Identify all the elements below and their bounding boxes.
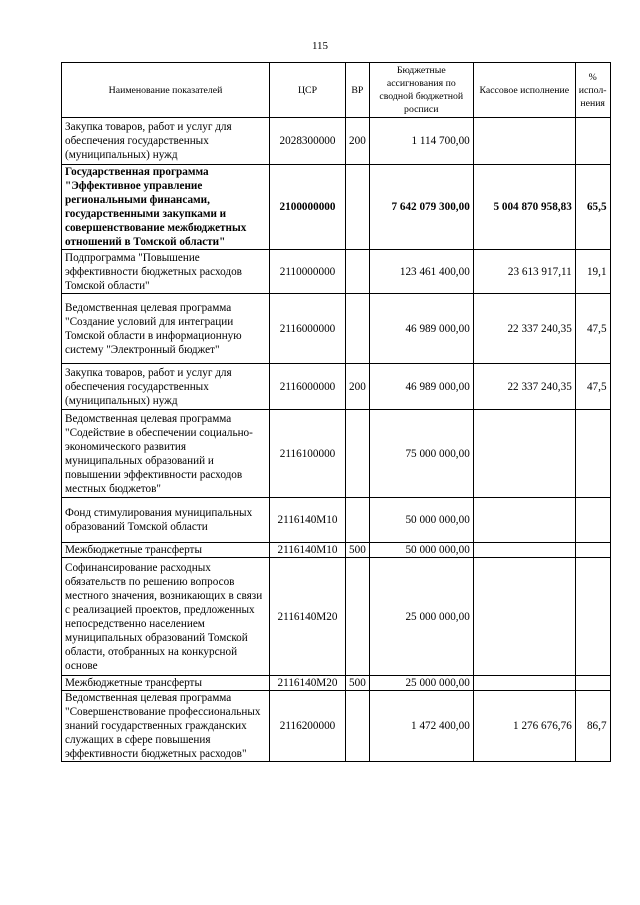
header-row <box>62 63 611 118</box>
row-cash: 22 337 240,35 <box>473 294 575 364</box>
row-vr <box>346 294 370 364</box>
row-percent: 65,5 <box>575 165 610 250</box>
row-vr: 500 <box>346 543 370 558</box>
row-csr: 2110000000 <box>270 250 346 294</box>
header-percent: % испол-нения <box>575 63 610 118</box>
header-csr: ЦСР <box>270 63 346 118</box>
row-vr <box>346 691 370 762</box>
table-row <box>62 676 611 691</box>
row-csr: 2116000000 <box>270 364 346 410</box>
row-name: Государственная программа "Эффективное управление региональными финансами, государственными закупками и совершенствование межбюджетных отношений в Томской области" <box>62 165 270 250</box>
row-cash <box>473 498 575 543</box>
table-row <box>62 691 611 762</box>
row-name: Подпрограмма "Повышение эффективности бюджетных расходов Томской области" <box>62 250 270 294</box>
row-vr <box>346 410 370 498</box>
row-percent <box>575 118 610 165</box>
row-csr: 2116100000 <box>270 410 346 498</box>
table-row <box>62 364 611 410</box>
row-percent: 19,1 <box>575 250 610 294</box>
row-budget: 1 114 700,00 <box>369 118 473 165</box>
row-name: Закупка товаров, работ и услуг для обеспечения государственных (муниципальных) нужд <box>62 118 270 165</box>
table-row <box>62 498 611 543</box>
row-budget: 75 000 000,00 <box>369 410 473 498</box>
row-budget: 25 000 000,00 <box>369 676 473 691</box>
row-csr: 2116140M20 <box>270 558 346 676</box>
row-name: Фонд стимулирования муниципальных образований Томской области <box>62 498 270 543</box>
header-cash: Кассовое исполнение <box>473 63 575 118</box>
table-row <box>62 558 611 676</box>
row-name: Ведомственная целевая программа "Совершенствование профессиональных знаний государственных гражданских служащих в сфере повышения эффективности бюджетных расходов" <box>62 691 270 762</box>
row-cash <box>473 543 575 558</box>
row-csr: 2116140M20 <box>270 676 346 691</box>
row-cash <box>473 410 575 498</box>
row-budget: 1 472 400,00 <box>369 691 473 762</box>
row-percent: 47,5 <box>575 364 610 410</box>
row-percent: 47,5 <box>575 294 610 364</box>
row-name: Софинансирование расходных обязательств по решению вопросов местного значения, возникающих в связи с реализацией проектов, предложенных непосредственно населением муниципальных образований Томской области, отобранных на конкурсной основе <box>62 558 270 676</box>
row-cash: 23 613 917,11 <box>473 250 575 294</box>
row-csr: 2116200000 <box>270 691 346 762</box>
row-csr: 2028300000 <box>270 118 346 165</box>
budget-execution-table <box>61 62 611 762</box>
row-name: Закупка товаров, работ и услуг для обеспечения государственных (муниципальных) нужд <box>62 364 270 410</box>
row-cash: 22 337 240,35 <box>473 364 575 410</box>
row-name: Межбюджетные трансферты <box>62 676 270 691</box>
row-vr: 500 <box>346 676 370 691</box>
row-csr: 2116140M10 <box>270 543 346 558</box>
row-csr: 2116140M10 <box>270 498 346 543</box>
row-budget: 46 989 000,00 <box>369 364 473 410</box>
row-budget: 123 461 400,00 <box>369 250 473 294</box>
row-name: Ведомственная целевая программа "Создание условий для интеграции Томской области в информационную систему "Электронный бюджет" <box>62 294 270 364</box>
row-name: Ведомственная целевая программа "Содействие в обеспечении социально-экономического развития муниципальных образований и повышении эффективности расходов местных бюджетов" <box>62 410 270 498</box>
table-row <box>62 294 611 364</box>
header-budget: Бюджетные ассигнования по сводной бюджетной росписи <box>369 63 473 118</box>
row-vr: 200 <box>346 118 370 165</box>
header-name: Наименование показателей <box>62 63 270 118</box>
row-vr <box>346 165 370 250</box>
row-cash <box>473 558 575 676</box>
header-vr: ВР <box>346 63 370 118</box>
row-percent: 86,7 <box>575 691 610 762</box>
table-row <box>62 165 611 250</box>
table-row <box>62 250 611 294</box>
row-cash <box>473 118 575 165</box>
row-percent <box>575 676 610 691</box>
row-percent <box>575 410 610 498</box>
row-vr: 200 <box>346 364 370 410</box>
row-cash: 1 276 676,76 <box>473 691 575 762</box>
row-cash: 5 004 870 958,83 <box>473 165 575 250</box>
row-budget: 50 000 000,00 <box>369 498 473 543</box>
row-vr <box>346 558 370 676</box>
row-budget: 7 642 079 300,00 <box>369 165 473 250</box>
row-budget: 25 000 000,00 <box>369 558 473 676</box>
row-budget: 46 989 000,00 <box>369 294 473 364</box>
row-vr <box>346 250 370 294</box>
table-row <box>62 410 611 498</box>
row-name: Межбюджетные трансферты <box>62 543 270 558</box>
table-row <box>62 543 611 558</box>
row-csr: 2116000000 <box>270 294 346 364</box>
row-percent <box>575 543 610 558</box>
row-cash <box>473 676 575 691</box>
row-percent <box>575 558 610 676</box>
row-percent <box>575 498 610 543</box>
row-csr: 2100000000 <box>270 165 346 250</box>
row-vr <box>346 498 370 543</box>
row-budget: 50 000 000,00 <box>369 543 473 558</box>
table-row <box>62 118 611 165</box>
page-number: 115 <box>311 40 329 52</box>
